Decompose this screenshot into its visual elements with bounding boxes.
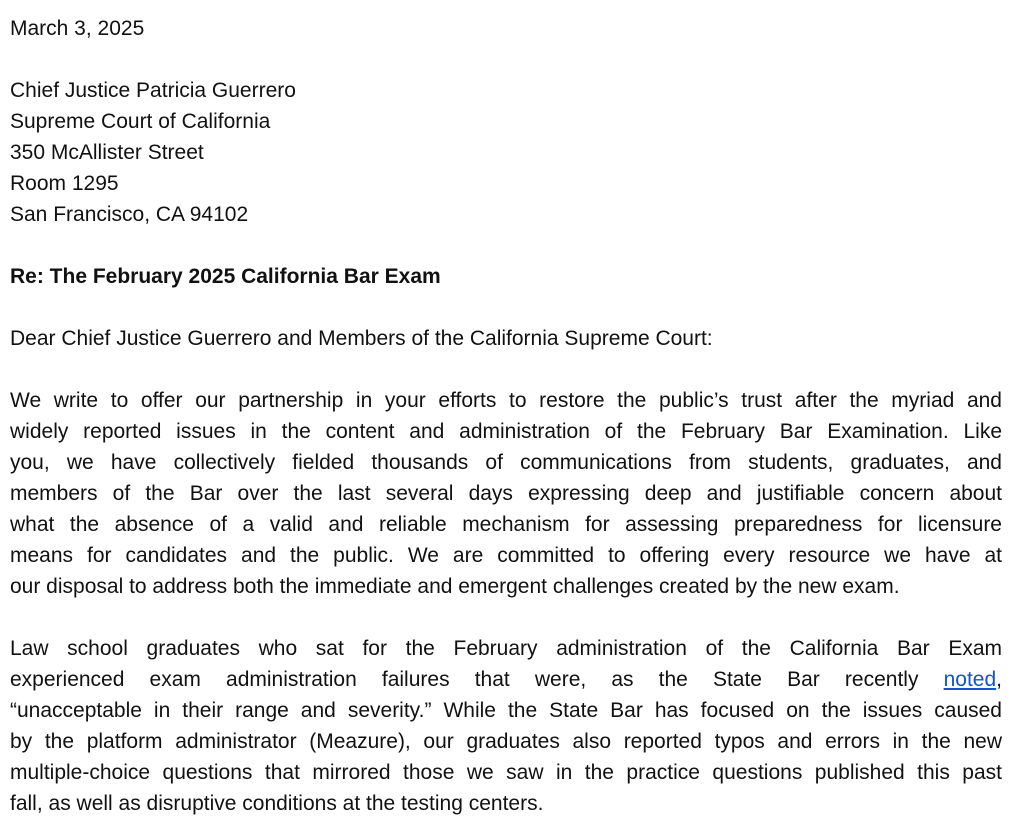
paragraph-line: We write to offer our partnership in your efforts to restore the public’s trust after the myriad and xyxy=(10,389,1002,412)
paragraph-line-with-link xyxy=(10,664,1002,695)
subject-line: Re: The February 2025 California Bar Exam xyxy=(10,265,441,288)
noted-link[interactable]: noted xyxy=(943,668,997,691)
paragraph-line: fall, as well as disruptive conditions at the testing centers. xyxy=(10,792,544,815)
salutation: Dear Chief Justice Guerrero and Members of the California Supreme Court: xyxy=(10,327,713,350)
link-trailing-text: , xyxy=(996,668,1002,691)
spacer xyxy=(10,230,1007,261)
spacer xyxy=(10,44,1007,75)
paragraph-line: widely reported issues in the content and administration of the February Bar Examination. Like xyxy=(10,420,1002,443)
paragraph-line: by the platform administrator (Meazure), our graduates also reported typos and errors in the new xyxy=(10,730,1002,753)
paragraph-line: multiple-choice questions that mirrored those we saw in the practice questions published this past xyxy=(10,761,1002,784)
paragraph-line: Law school graduates who sat for the February administration of the California Bar Exam xyxy=(10,637,1002,660)
spacer xyxy=(10,354,1007,385)
recipient-court: Supreme Court of California xyxy=(10,110,271,133)
paragraph-1 xyxy=(10,385,1007,602)
recipient-street: 350 McAllister Street xyxy=(10,141,204,164)
recipient-address xyxy=(10,75,1007,230)
paragraph-line: “unacceptable in their range and severity.” While the State Bar has focused on the issues caused xyxy=(10,699,1002,722)
link-preceding-text: experienced exam administration failures that were, as the State Bar recently xyxy=(10,668,944,691)
paragraph-line: our disposal to address both the immediate and emergent challenges created by the new exam. xyxy=(10,575,900,598)
paragraph-line: members of the Bar over the last several days expressing deep and justifiable concern about xyxy=(10,482,1002,505)
paragraph-line: means for candidates and the public. We are committed to offering every resource we have at xyxy=(10,544,1002,567)
recipient-room: Room 1295 xyxy=(10,172,119,195)
spacer xyxy=(10,292,1007,323)
spacer xyxy=(10,602,1007,633)
paragraph-2 xyxy=(10,633,1007,819)
recipient-city: San Francisco, CA 94102 xyxy=(10,203,249,226)
paragraph-line: you, we have collectively fielded thousands of communications from students, graduates, and xyxy=(10,451,1002,474)
letter-date: March 3, 2025 xyxy=(10,17,145,40)
paragraph-line: what the absence of a valid and reliable mechanism for assessing preparedness for licensure xyxy=(10,513,1002,536)
recipient-name: Chief Justice Patricia Guerrero xyxy=(10,79,296,102)
